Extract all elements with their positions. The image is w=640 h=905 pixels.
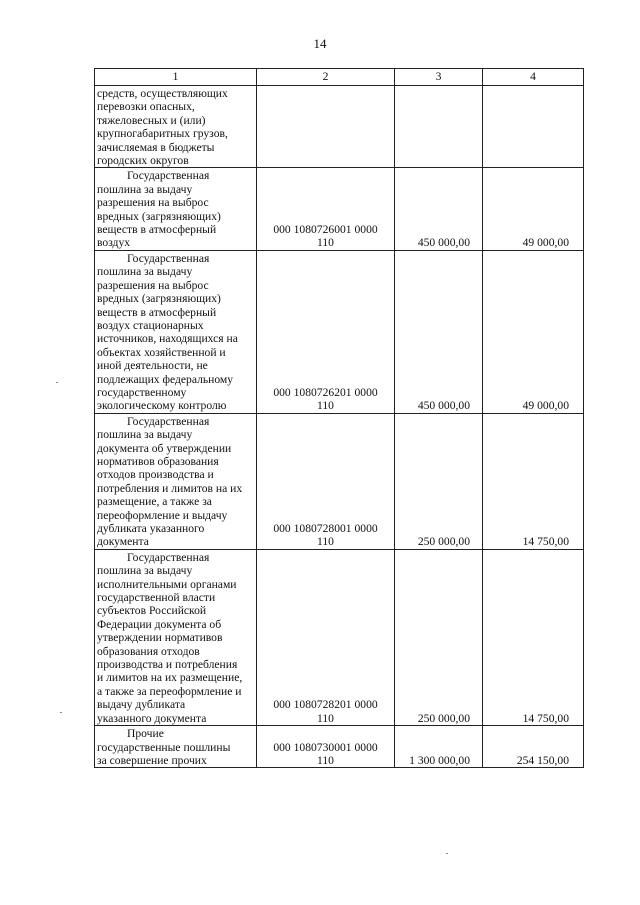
table-body xyxy=(95,86,584,768)
description-line: пошлина за выдачу xyxy=(97,564,193,578)
description-line: размещение, а также за xyxy=(97,495,212,509)
budget-code-line: 110 xyxy=(317,236,334,250)
table-row xyxy=(95,726,584,768)
column-header-1: 1 xyxy=(95,69,257,86)
budget-code-line: 000 1080728001 0000 xyxy=(273,522,378,535)
description-line: Государственная xyxy=(127,251,210,265)
description-line: производства и потребления xyxy=(97,658,238,672)
fee-description-cell xyxy=(95,549,257,725)
budget-code-line: 110 xyxy=(317,711,334,725)
table-header-row xyxy=(95,69,584,86)
description-line: Государственная xyxy=(127,414,210,428)
scan-speck xyxy=(60,712,62,713)
budget-code-line: 110 xyxy=(317,535,334,549)
fee-description-cell xyxy=(95,168,257,250)
amount-col4-cell: 49 000,00 xyxy=(483,250,584,413)
table-row xyxy=(95,250,584,413)
description-line: разрешения на выброс xyxy=(97,196,209,210)
description-line: городских округов xyxy=(97,154,189,168)
fee-description-cell xyxy=(95,413,257,549)
revenue-table xyxy=(94,68,584,768)
budget-code-line: 000 1080726001 0000 xyxy=(273,223,378,237)
column-header-4: 4 xyxy=(483,69,584,86)
description-line: подлежащих федеральному xyxy=(97,372,234,386)
amount-col3-cell: 250 000,00 xyxy=(395,549,483,725)
description-line: источников, находящихся на xyxy=(97,332,238,346)
description-line: дубликата указанного xyxy=(97,522,205,535)
fee-description-cell xyxy=(95,86,257,168)
table-row xyxy=(95,168,584,250)
budget-code-cell xyxy=(257,726,395,768)
amount-col3-cell: 1 300 000,00 xyxy=(395,726,483,768)
description-line: вредных (загрязняющих) xyxy=(97,292,221,306)
budget-code-cell xyxy=(257,250,395,413)
description-line: образования отходов xyxy=(97,644,200,658)
description-line: экологическому контролю xyxy=(97,399,227,413)
description-line: государственные пошлины xyxy=(97,740,231,754)
budget-code-cell xyxy=(257,413,395,549)
description-line: иной деятельности, не xyxy=(97,359,208,373)
description-line: вредных (загрязняющих) xyxy=(97,209,221,223)
scan-speck xyxy=(446,853,448,854)
amount-col4-cell: 254 150,00 xyxy=(483,726,584,768)
amount-col4-cell: 14 750,00 xyxy=(483,549,584,725)
budget-code-cell xyxy=(257,86,395,168)
description-line: Государственная xyxy=(127,550,210,564)
budget-code-cell xyxy=(257,168,395,250)
amount-col4-cell: 49 000,00 xyxy=(483,168,584,250)
amount-col3-cell: 450 000,00 xyxy=(395,250,483,413)
budget-code-line: 110 xyxy=(317,399,334,413)
table-row xyxy=(95,413,584,549)
description-line: воздух стационарных xyxy=(97,318,204,332)
amount-col4-cell: 14 750,00 xyxy=(483,413,584,549)
amount-col3-cell: 250 000,00 xyxy=(395,413,483,549)
description-line: пошлина за выдачу xyxy=(97,428,193,442)
description-line: отходов производства и xyxy=(97,468,214,482)
amount-col4-cell xyxy=(483,86,584,168)
amount-col3-cell: 450 000,00 xyxy=(395,168,483,250)
description-line: за совершение прочих xyxy=(97,753,207,767)
description-line: переоформление и выдачу xyxy=(97,508,228,522)
description-line: указанного документа xyxy=(97,711,207,725)
description-line: веществ в атмосферный xyxy=(97,305,217,319)
description-line: выдачу дубликата xyxy=(97,698,186,712)
description-line: государственной власти xyxy=(97,591,216,605)
description-line: государственному xyxy=(97,385,187,399)
description-line: крупногабаритных грузов, xyxy=(97,127,228,141)
description-line: пошлина за выдачу xyxy=(97,265,193,279)
description-line: веществ в атмосферный xyxy=(97,223,217,237)
description-line: объектах хозяйственной и xyxy=(97,345,226,359)
budget-code-line: 110 xyxy=(317,753,334,767)
description-line: зачисляемая в бюджеты xyxy=(97,140,215,154)
description-line: потребления и лимитов на их xyxy=(97,481,243,495)
description-line: Прочие xyxy=(127,727,164,741)
scan-speck xyxy=(56,382,58,383)
description-line: и лимитов на их размещение, xyxy=(97,671,243,685)
description-line: воздух xyxy=(97,236,131,250)
description-line: утверждении нормативов xyxy=(97,631,223,645)
description-line: исполнительными органами xyxy=(97,577,237,591)
description-line: перевозки опасных, xyxy=(97,100,195,114)
table-row xyxy=(95,549,584,725)
fee-description-cell xyxy=(95,250,257,413)
column-header-3: 3 xyxy=(395,69,483,86)
description-line: документа xyxy=(97,535,149,549)
description-line: средств, осуществляющих xyxy=(97,87,228,100)
amount-col3-cell xyxy=(395,86,483,168)
description-line: документа об утверждении xyxy=(97,441,232,455)
description-line: Федерации документа об xyxy=(97,617,222,631)
budget-code-line: 000 1080726201 0000 xyxy=(273,385,378,399)
column-header-2: 2 xyxy=(257,69,395,86)
description-line: разрешения на выброс xyxy=(97,278,209,292)
description-line: тяжеловесных и (или) xyxy=(97,113,206,127)
budget-code-cell xyxy=(257,549,395,725)
description-line: Государственная xyxy=(127,169,210,183)
budget-code-line: 000 1080730001 0000 xyxy=(273,740,378,754)
description-line: субъектов Российской xyxy=(97,604,207,618)
description-line: пошлина за выдачу xyxy=(97,182,193,196)
description-line: нормативов образования xyxy=(97,454,219,468)
table-row xyxy=(95,86,584,168)
page-number: 14 xyxy=(313,36,327,51)
description-line: а также за переоформление и xyxy=(97,684,242,698)
fee-description-cell xyxy=(95,726,257,768)
budget-code-line: 000 1080728201 0000 xyxy=(273,698,378,712)
